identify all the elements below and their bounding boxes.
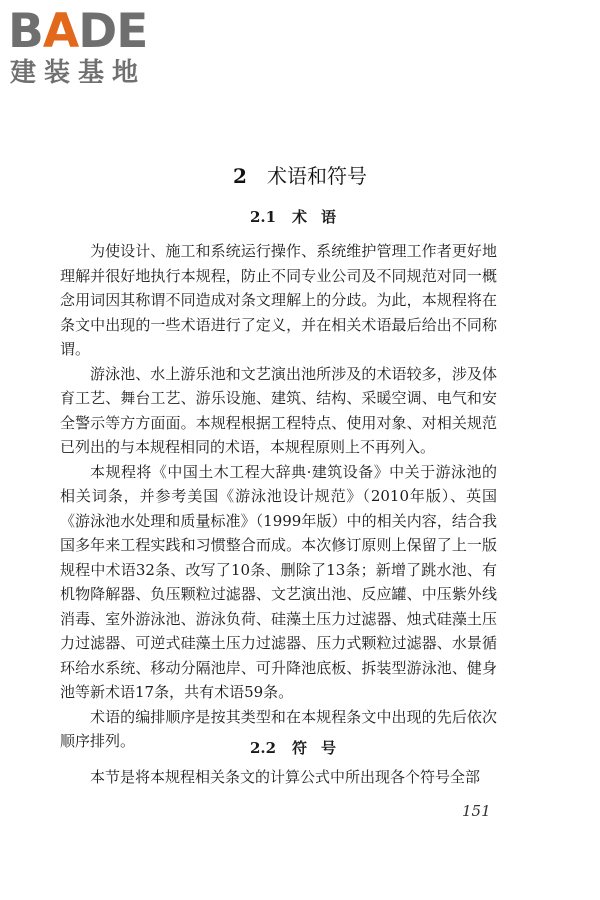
logo-letter-a: A xyxy=(42,4,79,59)
logo-letter-b: B xyxy=(8,4,43,59)
chapter-title xyxy=(0,162,600,190)
paragraph: 本规程将《中国土木工程大辞典·建筑设备》中关于游泳池的相关词条，并参考美国《游泳池设计规范》（2010年版）、英国《游泳池水处理和质量标准》（1999年版）中的相关内容，结合我国多年来工程实践和习惯整合而成。本次修订原则上保留了上一版规程中术语32条、改写了10条、删除了13条；新增了跳水池、有机物降解器、负压颗粒过滤器、文艺演出池、反应罐、中压紫外线消毒、室外游泳池、游泳负荷、硅藻土压力过滤器、烛式硅藻土压力过滤器、可逆式硅藻土压力过滤器、压力式颗粒过滤器、水景循环给水系统、移动分隔池岸、可升降池底板、拆装型游泳池、健身池等新术语17条，共有术语59条。 xyxy=(60,462,497,701)
page-number: 151 xyxy=(462,802,491,820)
paragraph: 游泳池、水上游乐池和文艺演出池所涉及的术语较多，涉及体育工艺、舞台工艺、游乐设施、建筑、结构、采暖空调、电气和安全警示等方方面面。本规程根据工程特点、使用对象、对相关规范已列出的与本规程相同的术语，本规程原则上不再列入。 xyxy=(60,364,497,456)
bade-logo xyxy=(8,6,178,92)
section-title-symbols xyxy=(0,737,600,759)
paragraph: 为使设计、施工和系统运行操作、系统维护管理工作者更好地理解并很好地执行本规程，防止不同专业公司及不同规范对同一概念用词因其称谓不同造成对条文理解上的分歧。为此，本规程将在条文中出现的一些术语进行了定义，并在相关术语最后给出不同称谓。 xyxy=(60,242,497,358)
section-title-terms xyxy=(0,206,600,228)
symbols-body xyxy=(60,765,497,790)
chapter-number: 2 xyxy=(233,164,247,188)
section-name: 术语 xyxy=(292,208,351,226)
section-number: 2.1 xyxy=(249,208,277,226)
logo-wordmark xyxy=(8,6,147,58)
logo-subtitle: 建装基地 xyxy=(10,58,147,88)
terms-body xyxy=(60,239,497,754)
section-number: 2.2 xyxy=(249,739,277,757)
paragraph: 术语的编排顺序是按其类型和在本规程条文中出现的先后依次顺序排列。 xyxy=(60,707,497,750)
logo-letters-de: DE xyxy=(78,4,148,59)
chapter-name: 术语和符号 xyxy=(266,164,367,188)
paragraph: 本节是将本规程相关条文的计算公式中所出现各个符号全部 xyxy=(90,768,481,786)
section-name: 符号 xyxy=(292,739,351,757)
